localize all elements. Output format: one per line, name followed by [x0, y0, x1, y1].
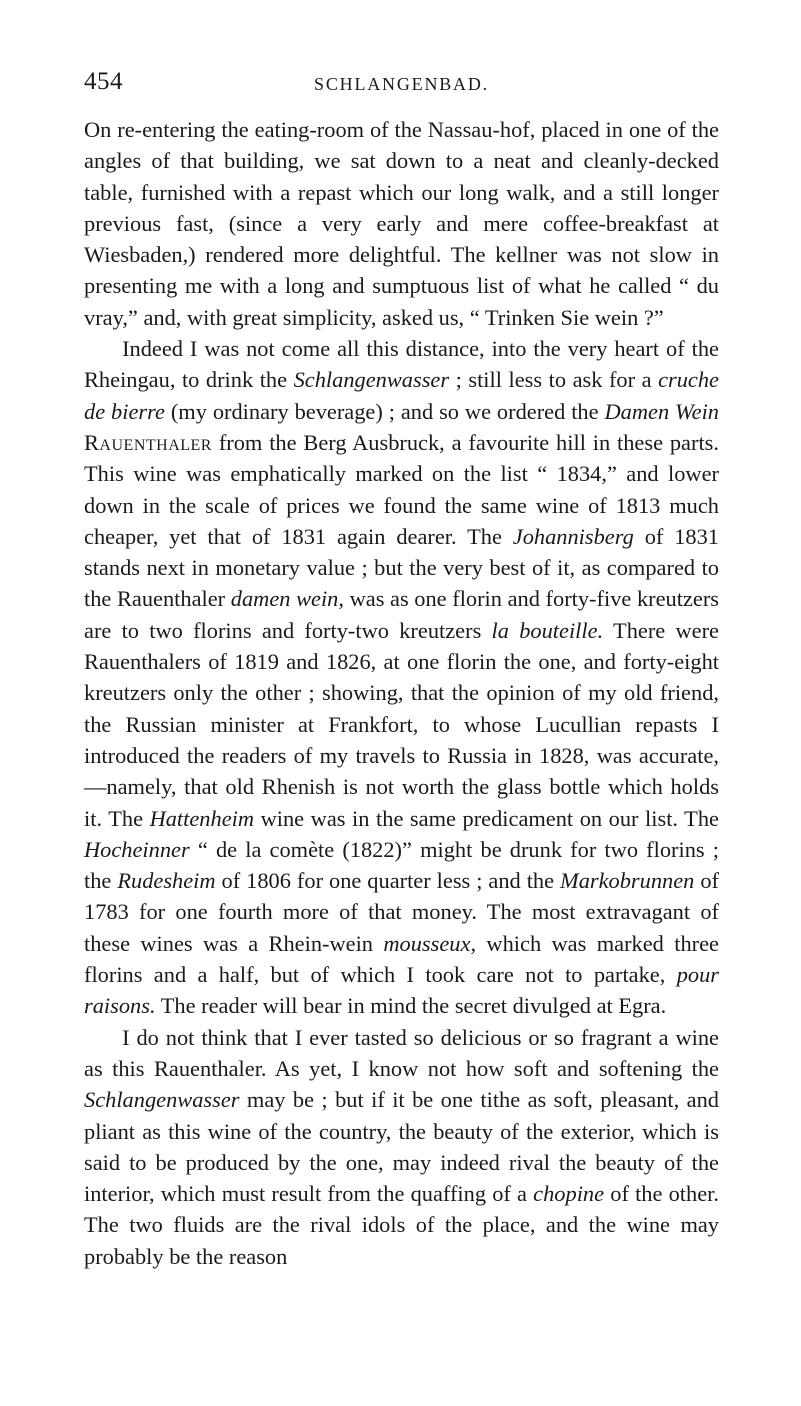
italic-text: damen wein: [230, 586, 339, 612]
italic-text: Schlangenwasser: [293, 367, 450, 393]
text-run: of 1806 for one quarter less ; and the: [215, 868, 561, 894]
text-run: (my ordinary beverage) ; and so we ordered the: [164, 398, 605, 424]
small-caps-text: Rauenthaler: [84, 429, 212, 455]
italic-text: Schlangenwasser: [84, 1087, 240, 1113]
text-run: I do not think that I ever tasted so delicious or so fragrant a wine as this Rauenthaler. As yet, I know not how soft and softening the: [84, 1024, 719, 1081]
text-run: , which was marked three florins and a half, but of which I took care not to partake,: [84, 930, 719, 988]
italic-text: pour raisons.: [84, 962, 719, 1019]
text-run: On re-entering the eating-room of the Nassau-hof, placed in one of the angles of that building, we sat down to a neat and cleanly-decked table, furnished with a repast which our long walk, and a still longer previous fast, (since a very early and mere coffee-breakfast at Wiesbaden,) rendered more delightful. The kellner was not slow in presenting me with a long and sumptuous list of what he called “ du vray,” and, with great simplicity, asked us, “ Trinken Sie wein ?”: [84, 117, 719, 330]
italic-text: mousseux: [383, 930, 471, 956]
italic-text: Hattenheim: [149, 805, 255, 831]
text-run: ; still less to ask for a: [449, 367, 659, 393]
italic-text: Johannisberg: [512, 523, 634, 549]
text-run: The reader will bear in mind the secret divulged at Egra.: [155, 993, 667, 1019]
body-text: [84, 114, 719, 1272]
text-run: of 1831 stands next in monetary value ; but the very best of it, as compared to the Rauenthaler: [84, 523, 719, 612]
text-run: may be ; but if it be one tithe as soft, pleasant, and pliant as this wine of the country, the beauty of the exterior, which is said to be produced by the one, may indeed rival the beauty of the interior, which must result from the quaffing of a: [84, 1087, 719, 1207]
italic-text: Markobrunnen: [560, 868, 695, 894]
text-run: There were Rauenthalers of 1819 and 1826, at one florin the one, and forty-eight kreutzers only the other ; showing, that the opinion of my old friend, the Russian minister at Frankfort, to whose Lucullian repasts I introduced the readers of my travels to Russia in 1828, was accurate,—namely, that old Rhenish is not worth the glass bottle which holds it. The: [84, 617, 719, 831]
paragraph: [84, 114, 719, 333]
italic-text: Damen Wein: [604, 398, 719, 424]
page-number: 454: [84, 68, 123, 95]
italic-text: Hocheinner: [84, 836, 190, 862]
text-run: Indeed I was not come all this distance, into the very heart of the Rheingau, to drink the: [84, 336, 719, 393]
italic-text: Rudesheim: [117, 868, 216, 894]
text-run: from the Berg Ausbruck, a favourite hill in these parts. This wine was emphatically marked on the list “ 1834,” and lower down in the scale of prices we found the same wine of 1813 much cheaper, yet that of 1831 again dearer. The: [84, 429, 719, 549]
running-head: [84, 68, 719, 102]
text-run: “ de la comète (1822)” might be drunk for two florins ; the: [84, 836, 719, 894]
text-run: of the other. The two fluids are the rival idols of the place, and the wine may probably be the reason: [84, 1181, 719, 1269]
text-run: wine was in the same predicament on our list. The: [254, 805, 719, 831]
running-title: SCHLANGENBAD.: [314, 74, 489, 94]
italic-text: la bouteille.: [491, 617, 604, 643]
italic-text: cruche de bierre: [84, 367, 719, 424]
paragraph: [84, 333, 719, 1022]
paragraph: [84, 1022, 719, 1272]
text-run: of 1783 for one fourth more of that money. The most extravagant of these wines was a Rhein-wein: [84, 868, 719, 956]
italic-text: chopine: [533, 1181, 605, 1207]
text-run: , was as one florin and forty-five kreutzers are to two florins and forty-two kreutzers: [84, 586, 719, 643]
